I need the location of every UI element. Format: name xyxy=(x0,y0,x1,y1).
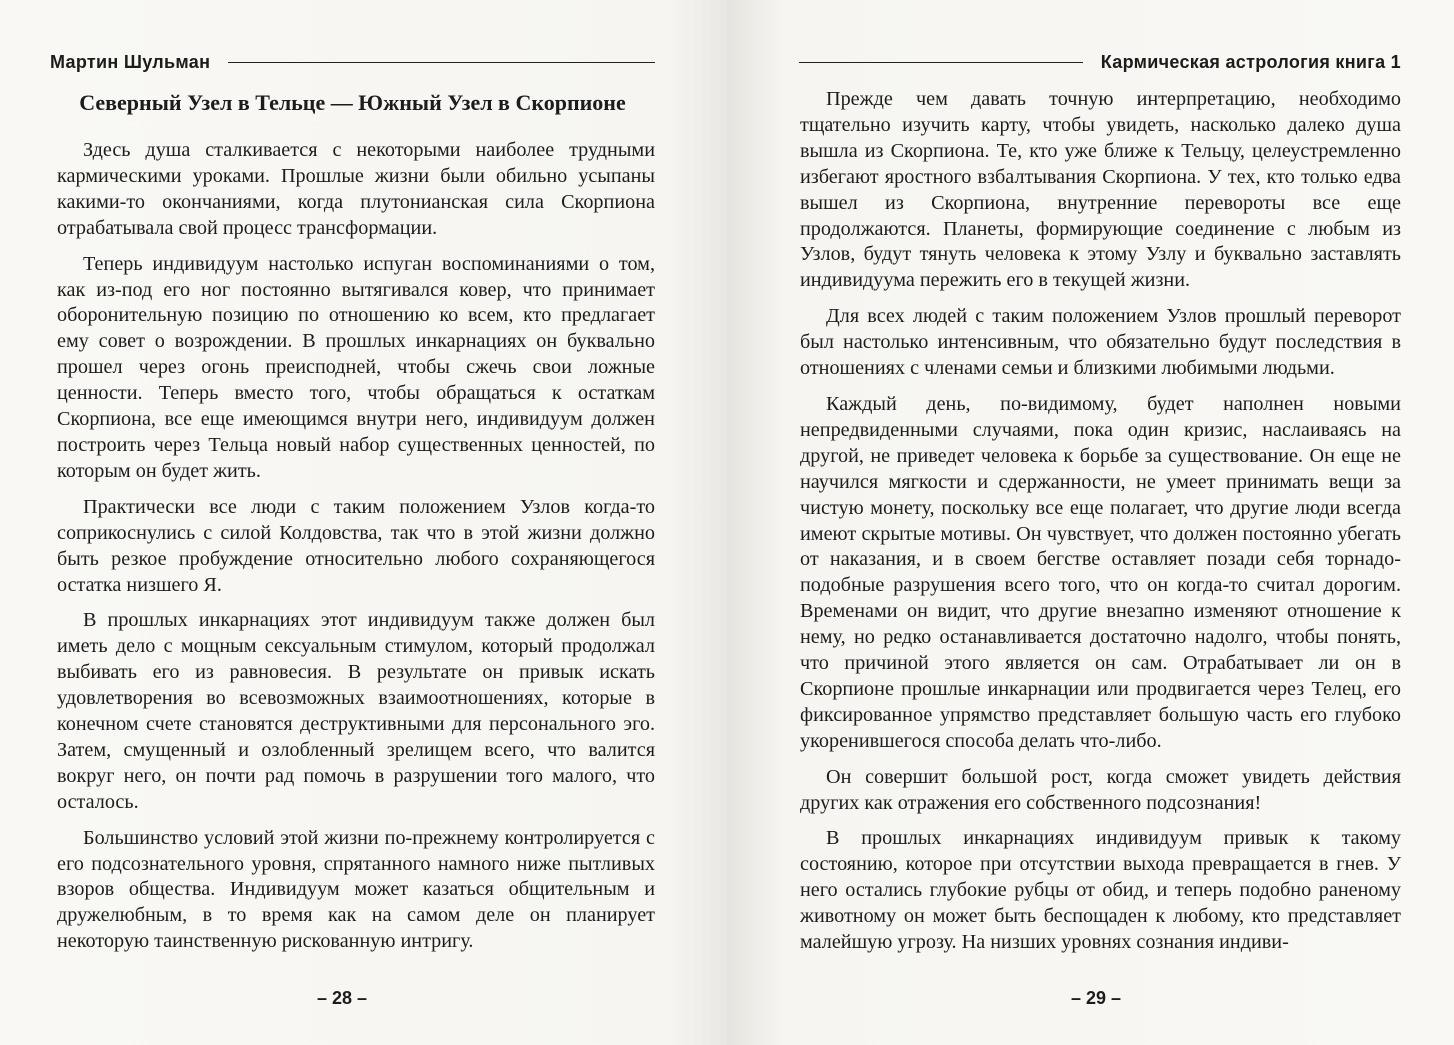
paragraph: В прошлых инкарнациях этот индивидуум также должен был иметь дело с мощным сексуальным стимулом, который продолжал выбивать его из равновесия. В результате он привык искать удовлетворения во всевозможных взаимоотношениях, которые в конечном счете становятся деструктивными для персонального эго. Затем, смущенный и озлобленный зрелищем всего, что валится вокруг него, он почти рад помочь в разрушении того малого, что осталось. xyxy=(57,609,655,813)
right-page xyxy=(727,0,1454,1045)
chapter-title: Северный Узел в Тельце — Южный Узел в Скорпионе xyxy=(79,90,626,115)
paragraph: Прежде чем давать точную интерпретацию, необходимо тщательно изучить карту, чтобы увидеть, насколько далеко душа вышла из Скорпиона. Те, кто уже ближе к Тельцу, целеустремленно избегают яростного взбалтывания Скорпиона. У тех, кто только едва вышел из Скорпиона, внутренние перевороты все еще продолжаются. Планеты, формирующие соединение с любым из Узлов, будут тянуть человека к этому Узлу и буквально заставлять индивидуума пережить его в текущей жизни. xyxy=(800,88,1401,292)
running-head-book xyxy=(799,52,1401,73)
paragraph: Каждый день, по-видимому, будет наполнен новыми непредвиденными случаями, пока один кризис, наслаиваясь на другой, не приведет человека к борьбе за существование. Он еще не научился мягкости и сдержанности, не умеет принимать вещи за чистую монету, поскольку все еще полагает, что другие люди всегда имеют скрытые мотивы. Он чувствует, что должен постоянно убегать от наказания, и в своем бегстве оставляет позади себя торнадо-подобные разрушения всего того, что он когда-то считал дорогим. Временами он видит, что другие внезапно изменяют отношение к нему, но редко останавливается достаточно надолго, чтобы понять, что причиной этого является он сам. Отрабатывает ли он в Скорпионе прошлые инкарнации или продвигается через Телец, его фиксированное упрямство представляет большую часть его глубоко укоренившегося способа делать что-либо. xyxy=(800,392,1401,752)
paragraph: Он совершит большой рост, когда сможет увидеть действия других как отражения его собственного подсознания! xyxy=(800,765,1401,814)
book-title: Кармическая астрология книга 1 xyxy=(1100,52,1401,72)
paragraph: В прошлых инкарнациях индивидуум привык к такому состоянию, которое при отсутствии выхода превращается в гнев. У него остались глубокие рубцы от обид, и теперь подобно раненому животному он может быть беспощаден к любому, кто представляет малейшую угрозу. На низших уровнях сознания индиви- xyxy=(800,827,1401,954)
paragraph: Для всех людей с таким положением Узлов прошлый переворот был настолько интенсивным, что обязательно будут последствия в отношениях с членами семьи и близкими любимыми людьми. xyxy=(800,305,1401,380)
header-rule xyxy=(228,62,655,63)
author-name: Мартин Шульман xyxy=(50,52,211,72)
paragraph: Большинство условий этой жизни по-прежнему контролируется с его подсознательного уровня, спрятанного намного ниже пытливых взоров общества. Индивидуум может казаться общительным и дружелюбным, в то время как на самом деле он планирует некоторую таинственную рискованную интригу. xyxy=(57,826,655,953)
paragraph: Практически все люди с таким положением Узлов когда-то соприкоснулись с силой Колдовства, так что в этой жизни должно быть резкое пробуждение относительно любого сохраняющегося остатка низшего Я. xyxy=(57,495,655,596)
paragraph: Здесь душа сталкивается с некоторыми наиболее трудными кармическими уроками. Прошлые жизни были обильно усыпаны какими-то окончаниями, когда плутонианская сила Скорпиона отрабатывала свой процесс трансформации. xyxy=(57,139,655,239)
header-rule xyxy=(799,62,1083,63)
left-body-text xyxy=(57,138,655,965)
page-number-left: – 28 – xyxy=(317,988,368,1008)
page-number-right: – 29 – xyxy=(1071,988,1122,1008)
paragraph: Теперь индивидуум настолько испуган воспоминаниями о том, как из-под его ног постоянно вытягивался ковер, что принимает оборонительную позицию по отношению ко всем, кто предлагает ему совет о возрождении. В прошлых инкарнациях он буквально прошел через огонь преисподней, чтобы сжечь свои ложные ценности. Теперь вместо того, чтобы обращаться к остаткам Скорпиона, все еще имеющимся внутри него, индивидуум должен построить через Тельца новый набор существенных ценностей, по которым он будет жить. xyxy=(57,252,655,482)
right-body-text xyxy=(800,87,1401,966)
running-head-author xyxy=(50,52,655,73)
